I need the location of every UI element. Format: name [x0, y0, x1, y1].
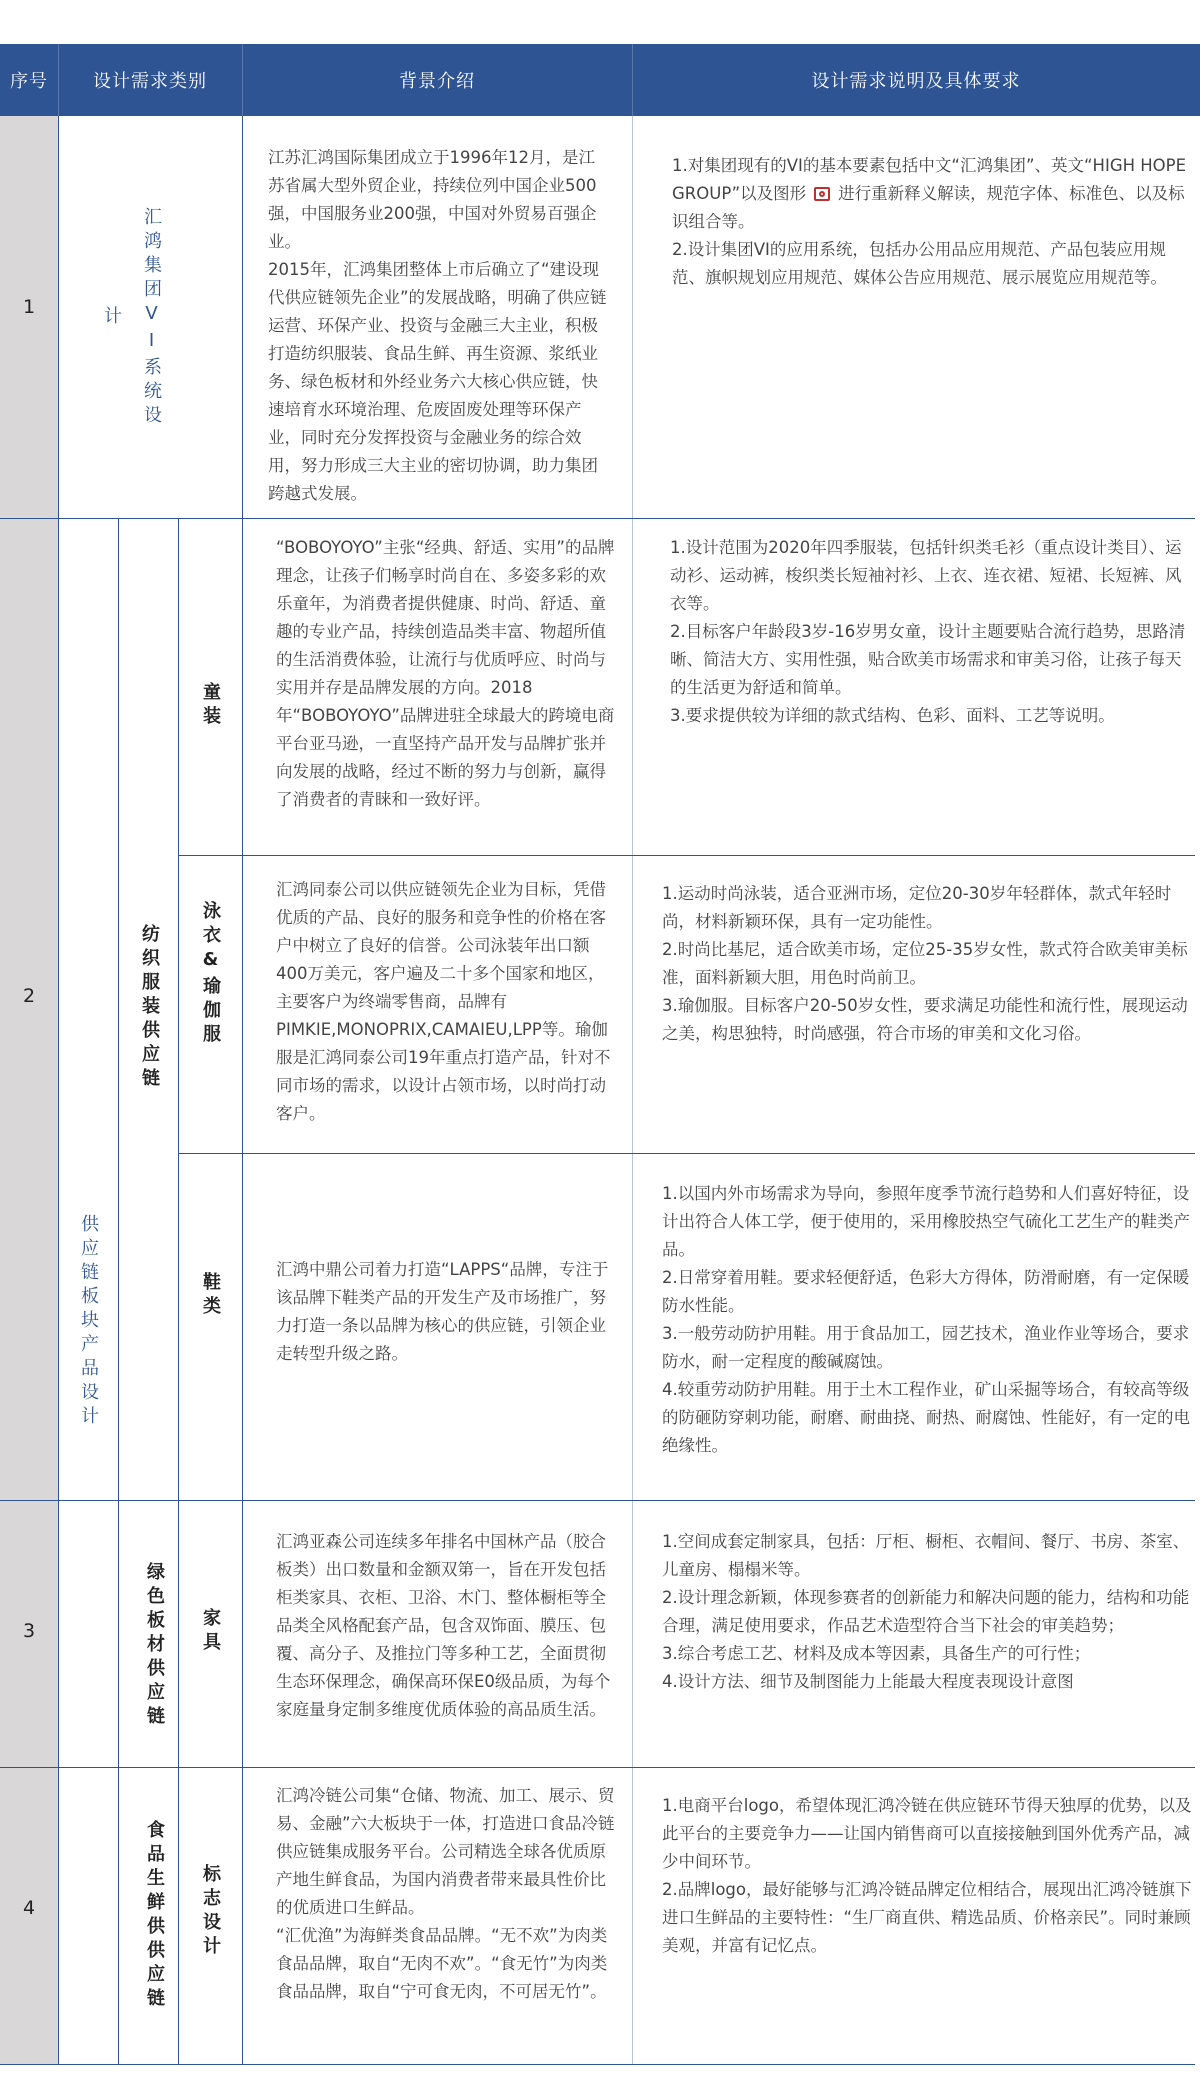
req-line: 2.设计理念新颖，体现参赛者的创新能力和解决问题的能力，结构和功能合理，满足使用要求，作品艺术造型符合当下社会的审美趋势； — [662, 1588, 1190, 1635]
category-supply-chain-design: 供应链板块产品设计 — [78, 1214, 99, 1430]
header-no: 序号 — [10, 71, 48, 92]
header-background: 背景介绍 — [399, 71, 475, 92]
grid-line — [242, 116, 243, 2064]
subcategory-logo-design: 标志设计 — [200, 1864, 221, 1960]
category-board-chain: 绿色板材供应链 — [144, 1562, 165, 1730]
category-vi-design: 汇鸿集团VI系统设计 — [101, 207, 162, 429]
req-line: 3.一般劳动防护用鞋。用于食品加工，园艺技术，渔业作业等场合，要求防水，耐一定程度的酸碱腐蚀。 — [662, 1324, 1190, 1371]
requirements-text — [662, 1528, 1195, 1696]
row-divider — [0, 518, 1195, 519]
background-text: 汇鸿冷链公司集“仓储、物流、加工、展示、贸易、金融”六大板块于一体，打造进口食品冷链供应链集成服务平台。公司精选全球各优质原产地生鲜食品，为国内消费者带来最具性价比的优质进口生鲜品。 “汇优渔”为海鲜类食品品牌。“无不欢”为肉类食品品牌，取自“无肉不欢”。“食无竹”为肉类食品品牌，取自“宁可食无肉，不可居无竹”。 — [276, 1786, 615, 2001]
row-divider — [0, 1500, 1195, 1501]
req-line: 4.较重劳动防护用鞋。用于土木工程作业，矿山采掘等场合，有较高等级的防砸防穿刺功能，耐磨、耐曲挠、耐热、耐腐蚀、性能好，有一定的电绝缘性。 — [662, 1380, 1190, 1455]
grid-line — [118, 518, 119, 2064]
row-number: 1 — [22, 296, 36, 318]
group-logo-icon — [814, 187, 830, 201]
background-text: 汇鸿亚森公司连续多年排名中国林产品（胶合板类）出口数量和金额双第一，旨在开发包括柜类家具、衣柜、卫浴、木门、整体橱柜等全品类全风格配套产品，包含双饰面、膜压、包覆、高分子、及推拉门等多种工艺，全面贯彻生态环保理念，确保高环保E0级品质，为每个家庭量身定制多维度优质体验的高品质生活。 — [276, 1532, 611, 1719]
req-line: 2.品牌logo，最好能够与汇鸿冷链品牌定位相结合，展现出汇鸿冷链旗下进口生鲜品的主要特性：“生厂商直供、精选品质、价格亲民”。同时兼顾美观，并富有记忆点。 — [662, 1880, 1192, 1955]
req-line: 1.空间成套定制家具，包括：厅柜、橱柜、衣帽间、餐厅、书房、茶室、儿童房、榻榻米等。 — [662, 1532, 1190, 1579]
req-line: 4.设计方法、细节及制图能力上能最大程度表现设计意图 — [662, 1672, 1074, 1691]
req-line: 2.设计集团VI的应用系统，包括办公用品应用规范、产品包装应用规范、旗帜规划应用规范、媒体公告应用规范、展示展览应用规范等。 — [672, 240, 1167, 287]
req-line: 2.日常穿着用鞋。要求轻便舒适，色彩大方得体，防滑耐磨，有一定保暖防水性能。 — [662, 1268, 1190, 1315]
row-divider — [178, 855, 1195, 856]
row-number: 4 — [22, 1897, 36, 1919]
req-line: 2.时尚比基尼，适合欧美市场，定位25-35岁女性，款式符合欧美审美标准，面料新颖大胆，用色时尚前卫。 — [662, 940, 1188, 987]
grid-line — [178, 518, 179, 2064]
req-line: 2.目标客户年龄段3岁-16岁男女童，设计主题要贴合流行趋势，思路清晰、简洁大方、实用性强，贴合欧美市场需求和审美习俗，让孩子每天的生活更为舒适和简单。 — [670, 622, 1186, 697]
row-number: 2 — [22, 985, 36, 1007]
grid-line — [632, 116, 633, 2064]
requirements-text — [662, 1180, 1195, 1460]
requirements-text — [662, 880, 1195, 1048]
background-text: 汇鸿中鼎公司着力打造“LAPPS“品牌，专注于该品牌下鞋类产品的开发生产及市场推广，努力打造一条以品牌为核心的供应链，引领企业走转型升级之路。 — [276, 1260, 609, 1363]
category-fresh-food-chain: 食品生鲜供供应链 — [144, 1820, 165, 2012]
row-divider — [178, 1153, 1195, 1154]
subcategory-swim-yoga: 泳衣&瑜伽服 — [200, 900, 221, 1048]
req-line: 1.运动时尚泳装，适合亚洲市场，定位20-30岁年轻群体，款式年轻时尚，材料新颖环保，具有一定功能性。 — [662, 884, 1172, 931]
header-requirements: 设计需求说明及具体要求 — [811, 71, 1021, 92]
req-line: 1.以国内外市场需求为导向，参照年度季节流行趋势和人们喜好特征，设计出符合人体工学，便于使用的，采用橡胶热空气硫化工艺生产的鞋类产品。 — [662, 1184, 1190, 1259]
subcategory-shoes: 鞋类 — [200, 1272, 221, 1320]
requirements-text — [662, 1792, 1195, 1960]
req-line: 3.瑜伽服。目标客户20-50岁女性，要求满足功能性和流行性，展现运动之美，构思独特，时尚感强，符合市场的审美和文化习俗。 — [662, 996, 1188, 1043]
requirements-text — [672, 152, 1192, 292]
req-line: 进行重新释义解读，规范字体、标准色、以及标识组合等。 — [672, 184, 1185, 231]
req-line: 3.综合考虑工艺、材料及成本等因素，具备生产的可行性； — [662, 1644, 1091, 1663]
row-number: 3 — [22, 1620, 36, 1642]
subcategory-furniture: 家具 — [200, 1608, 221, 1656]
background-text: 江苏汇鸿国际集团成立于1996年12月，是江苏省属大型外贸企业，持续位列中国企业500强，中国服务业200强，中国对外贸易百强企业。 2015年，汇鸿集团整体上市后确立了“建设现代供应链领先企业”的发展战略，明确了供应链运营、环保产业、投资与金融三大主业，积极打造纺织服装、食品生鲜、再生资源、浆纸业务、绿色板材和外经业务六大核心供应链，快速培育水环境治理、危废固废处理等环保产业，同时充分发挥投资与金融业务的综合效用，努力形成三大主业的密切协调，助力集团跨越式发展。 — [268, 148, 607, 503]
category-textile-chain: 纺织服装供应链 — [139, 924, 160, 1092]
header-category: 设计需求类别 — [93, 71, 207, 92]
row-divider — [0, 1767, 1195, 1768]
number-column — [0, 116, 58, 2064]
req-line: 1.电商平台logo，希望体现汇鸿冷链在供应链环节得天独厚的优势，以及此平台的主要竞争力——让国内销售商可以直接接触到国外优秀产品，减少中间环节。 — [662, 1796, 1192, 1871]
subcategory-kids: 童装 — [200, 682, 221, 730]
background-text: “BOBOYOYO”主张“经典、舒适、实用”的品牌理念，让孩子们畅享时尚自在、多姿多彩的欢乐童年，为消费者提供健康、时尚、舒适、童趣的专业产品，持续创造品类丰富、物超所值的生活消费体验，让流行与优质呼应、时尚与实用并存是品牌发展的方向。2018年“BOBOYOYO”品牌进驻全球最大的跨境电商平台亚马逊，一直坚持产品开发与品牌扩张并向发展的战略，经过不断的努力与创新，赢得了消费者的青睐和一致好评。 — [276, 538, 615, 809]
req-line: 3.要求提供较为详细的款式结构、色彩、面料、工艺等说明。 — [670, 706, 1115, 725]
grid-line — [58, 116, 59, 2064]
req-line: 1.对集团现有的VI的基本要素包括中文“汇鸿集团”、英文“HIGH HOPE GROUP”以及图形 — [672, 156, 1187, 203]
requirements-text — [670, 534, 1195, 730]
row-divider — [0, 2064, 1195, 2065]
req-line: 1.设计范围为2020年四季服装，包括针织类毛衫（重点设计类目）、运动衫、运动裤，梭织类长短袖衬衫、上衣、连衣裙、短裙、长短裤、风衣等。 — [670, 538, 1182, 613]
background-text: 汇鸿同泰公司以供应链领先企业为目标，凭借优质的产品、良好的服务和竞争性的价格在客户中树立了良好的信誉。公司泳装年出口额400万美元，客户遍及二十多个国家和地区，主要客户为终端零售商，品牌有PIMKIE,MONOPRIX,CAMAIEU,LPP等。瑜伽服是汇鸿同泰公司19年重点打造产品，针对不同市场的需求，以设计占领市场，以时尚打动客户。 — [276, 880, 611, 1123]
